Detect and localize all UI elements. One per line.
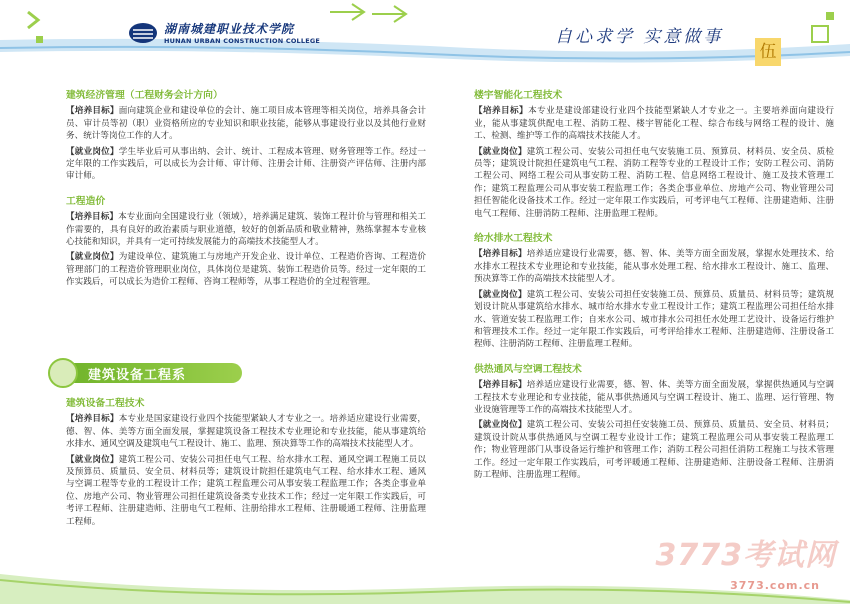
watermark-url: 3773.com.cn [730,579,820,592]
job-text: 为建设单位、建筑施工与房地产开发企业、设计单位、工程造价咨询、工程造价管理部门的工程造价管理职业岗位，具体岗位是建筑、装饰工程造价员等。经过一定年限的工作实践后，可以成长为造价工程师、咨询工程师等，从事工程造价的全过程管理。 [66,252,426,288]
goal-text: 面向建筑企业和建设单位的会计、施工项目成本管理等相关岗位，培养具备会计员、审计员等初（职）业资格所应的专业知识和职业技能，能够从事建设行业以及其他行业财务、统计等岗位工作的人才。 [66,106,426,142]
goal-text: 本专业是建设部建设行业四个技能型紧缺人才专业之一。主要培养面向建设行业，能从事建筑供配电工程、消防工程、楼宇智能化工程、综合布线与网络工程的设计、施工、检测、维护等工作的高端技术技能人才。 [474,106,834,142]
left-column [66,90,426,292]
employment [66,251,426,288]
slogan: 自心求学 实意做事 [555,27,724,47]
college-name-cn: 湖南城建职业技术学院 [164,22,295,36]
job-tag: 【就业岗位】 [474,420,527,431]
page-number-tab: 伍 [755,38,781,66]
section-title: 给水排水工程技术 [474,233,553,245]
goal-text: 培养适应建设行业需要，德、智、体、美等方面全面发展，掌握供热通风与空调工程技术专业理论和专业技能，能从事供热通风与空调工程设计、施工、监理、运行管理、物业设施管理等工作的高端技术技能型人才。 [474,380,834,415]
goal-tag: 【培养目标】 [474,106,529,117]
training-goal [474,105,834,142]
training-goal [66,105,426,142]
job-text: 建筑工程公司、安装公司担任安装施工员、预算员、质量员、安全员、材料员；建筑设计院从事供热通风与空调工程专业设计工作；建筑工程监理公司从事安装工程监理工作；物业管理部门从事设备运行维护和管理工作；消防工程公司担任消防工程施工与技术管理工作。经过一定年限工作实践后，可考评暖通工程师、注册建造师、注册设备工程师、注册消防工程师、注册监理工程师。 [474,420,834,480]
section-title: 建筑设备工程技术 [66,398,145,409]
section-title: 供热通风与空调工程技术 [474,363,582,375]
college-logo [128,20,320,45]
college-emblem-icon [128,22,158,44]
section-title: 楼宇智能化工程技术 [474,90,563,101]
left-column-lower [66,398,426,531]
employment [474,146,834,220]
goal-tag: 【培养目标】 [66,212,119,223]
job-text: 建筑工程公司、安装公司担任电气安装施工员、预算员、材料员、安全员、质检员等；建筑设计院担任建筑电气工程、消防工程等专业的工程设计工作；安防工程公司、消防工程公司、网络工程公司从事安防工程、消防工程、信息网络工程设计、施工及技术管理工作；建筑工程监理公司从事安装工程监理工作；各类企事业单位、房地产公司、物业管理公司担任智能化设备技术工作。经过一定年限工作实践后，可考评电气工程师、注册建造师、注册电气工程师、注册消防工程师、注册监理工程师。 [474,146,834,219]
goal-text: 培养适应建设行业需要，德、智、体、美等方面全面发展，掌握水处理技术、给水排水工程技术专业理论和专业技能，能从事水处理工程、给水排水工程设计、施工、监理、预决算等工作的高端技术技能型人才。 [474,249,834,285]
job-tag: 【就业岗位】 [66,146,119,157]
training-goal [66,413,426,450]
goal-text: 本专业面向全国建设行业（领域），培养满足建筑、装饰工程计价与管理和相关工作需要的，具有良好的政治素质与职业道德，较好的创新品质和敬业精神，熟练掌握本专业核心技能和知识，并具有一定可持续发展能力的高端技术技能型人才。 [66,212,426,248]
college-name-en: HUNAN URBAN CONSTRUCTION COLLEGE [164,37,321,45]
department-banner [48,358,283,388]
watermark-brand: 3773考试网 [655,538,836,573]
training-goal [474,248,834,285]
job-tag: 【就业岗位】 [474,289,527,300]
section-title: 工程造价 [66,195,106,207]
employment [474,289,834,351]
job-text: 建筑工程公司、安装公司担任电气工程、给水排水工程、通风空调工程施工员以及预算员、质量员、安全员、材料员等；建筑设计院担任建筑电气工程、给水排水工程、通风与空调工程等专业的工程设计工作；建筑工程监理公司从事安装工程监理工作；各类企事业单位、房地产公司、物业管理公司担任建筑设备类专业技术工作；经过一定年限工作实践后，可考评工程师、注册建造师、注册电气工程师、注册给排水工程师、注册暖通工程师、注册监理工程师。 [66,454,426,527]
section-title: 建筑经济管理（工程财务会计方向） [66,90,223,101]
goal-tag: 【培养目标】 [66,106,119,117]
employment [66,454,426,528]
goal-tag: 【培养目标】 [66,414,119,425]
training-goal [66,211,426,248]
banner-circle-icon [48,358,78,388]
job-tag: 【就业岗位】 [474,146,527,157]
training-goal [474,379,834,416]
goal-tag: 【培养目标】 [474,249,527,260]
right-column [474,90,834,484]
job-tag: 【就业岗位】 [66,454,119,465]
employment [66,146,426,183]
goal-tag: 【培养目标】 [474,380,527,391]
department-title: 建筑设备工程系 [88,368,187,383]
job-text: 建筑工程公司、安装公司担任安装施工员、预算员、质量员、材料员等；建筑规划设计院从事建筑给水排水、城市给水排水专业工程设计工作；建筑工程监理公司担任给水排水、管道安装工程监理工作；自来水公司、城市排水公司担任水处理工艺设计、设备运行维护和管理技术工作。经过一定年限工作实践后，可考评给排水工程师、注册建造师、注册设备工程师、注册消防工程师、注册监理工程师。 [474,289,834,350]
job-tag: 【就业岗位】 [66,252,119,263]
job-text: 学生毕业后可从事出纳、会计、统计、工程成本管理、财务管理等工作。经过一定年限的工作实践后，可以成长为会计师、审计师、注册会计师、注册资产评估师、注册内部审计师。 [66,146,426,182]
employment [474,419,834,481]
goal-text: 本专业是国家建设行业四个技能型紧缺人才专业之一。培养适应建设行业需要，德、智、体、美等方面全面发展，掌握建筑设备工程技术专业理论和专业技能，能从事建筑给水排水、通风空调及建筑电气工程设计、施工、监理、预决算等工作的高端技术技能型人才。 [66,414,426,450]
